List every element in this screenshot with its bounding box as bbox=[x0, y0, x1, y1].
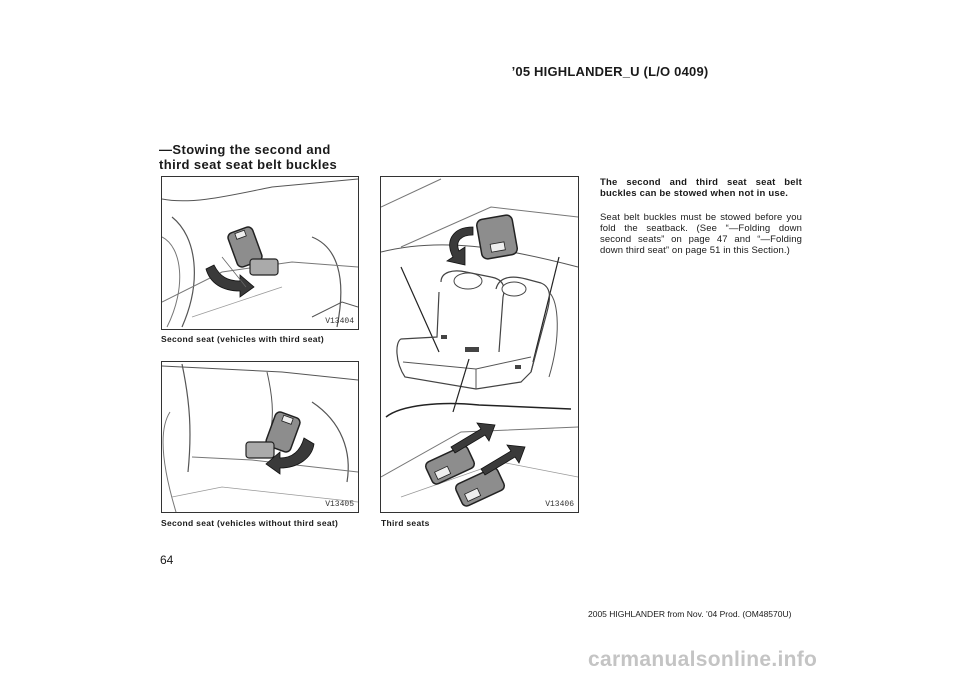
document-footer: 2005 HIGHLANDER from Nov. ’04 Prod. (OM48570U) bbox=[588, 609, 792, 619]
figure-second-seat-without-third-seat bbox=[161, 361, 359, 513]
watermark-text[interactable]: carmanualsonline.info bbox=[588, 648, 818, 671]
seat-belt-buckle-illustration-1 bbox=[162, 177, 358, 329]
figure-caption-2: Second seat (vehicles without third seat) bbox=[161, 518, 339, 528]
figure-caption-3: Third seats bbox=[381, 518, 430, 528]
section-heading-line-2: third seat seat belt buckles bbox=[159, 157, 338, 172]
figure-code-1: V13404 bbox=[325, 317, 354, 326]
document-header: ’05 HIGHLANDER_U (L/O 0409) bbox=[511, 64, 709, 79]
third-seat-buckle-illustration bbox=[381, 177, 578, 512]
section-heading-line-1: —Stowing the second and bbox=[159, 142, 331, 157]
section-heading bbox=[159, 142, 337, 172]
page-number: 64 bbox=[160, 553, 174, 567]
figure-code-3: V13406 bbox=[545, 500, 574, 509]
figure-code-2: V13405 bbox=[325, 500, 354, 509]
body-paragraph: Seat belt buckles must be stowed before you fold the seatback. (See “—Folding down second seats” on page 47 and “—Folding down third seat” on page 51 in this Section.) bbox=[600, 212, 802, 256]
seat-belt-buckle-illustration-2 bbox=[162, 362, 358, 512]
figure-second-seat-with-third-seat bbox=[161, 176, 359, 330]
figure-caption-1: Second seat (vehicles with third seat) bbox=[161, 334, 325, 344]
figure-third-seats bbox=[380, 176, 579, 513]
body-intro-bold: The second and third seat seat belt buckles can be stowed when not in use. bbox=[600, 177, 802, 199]
